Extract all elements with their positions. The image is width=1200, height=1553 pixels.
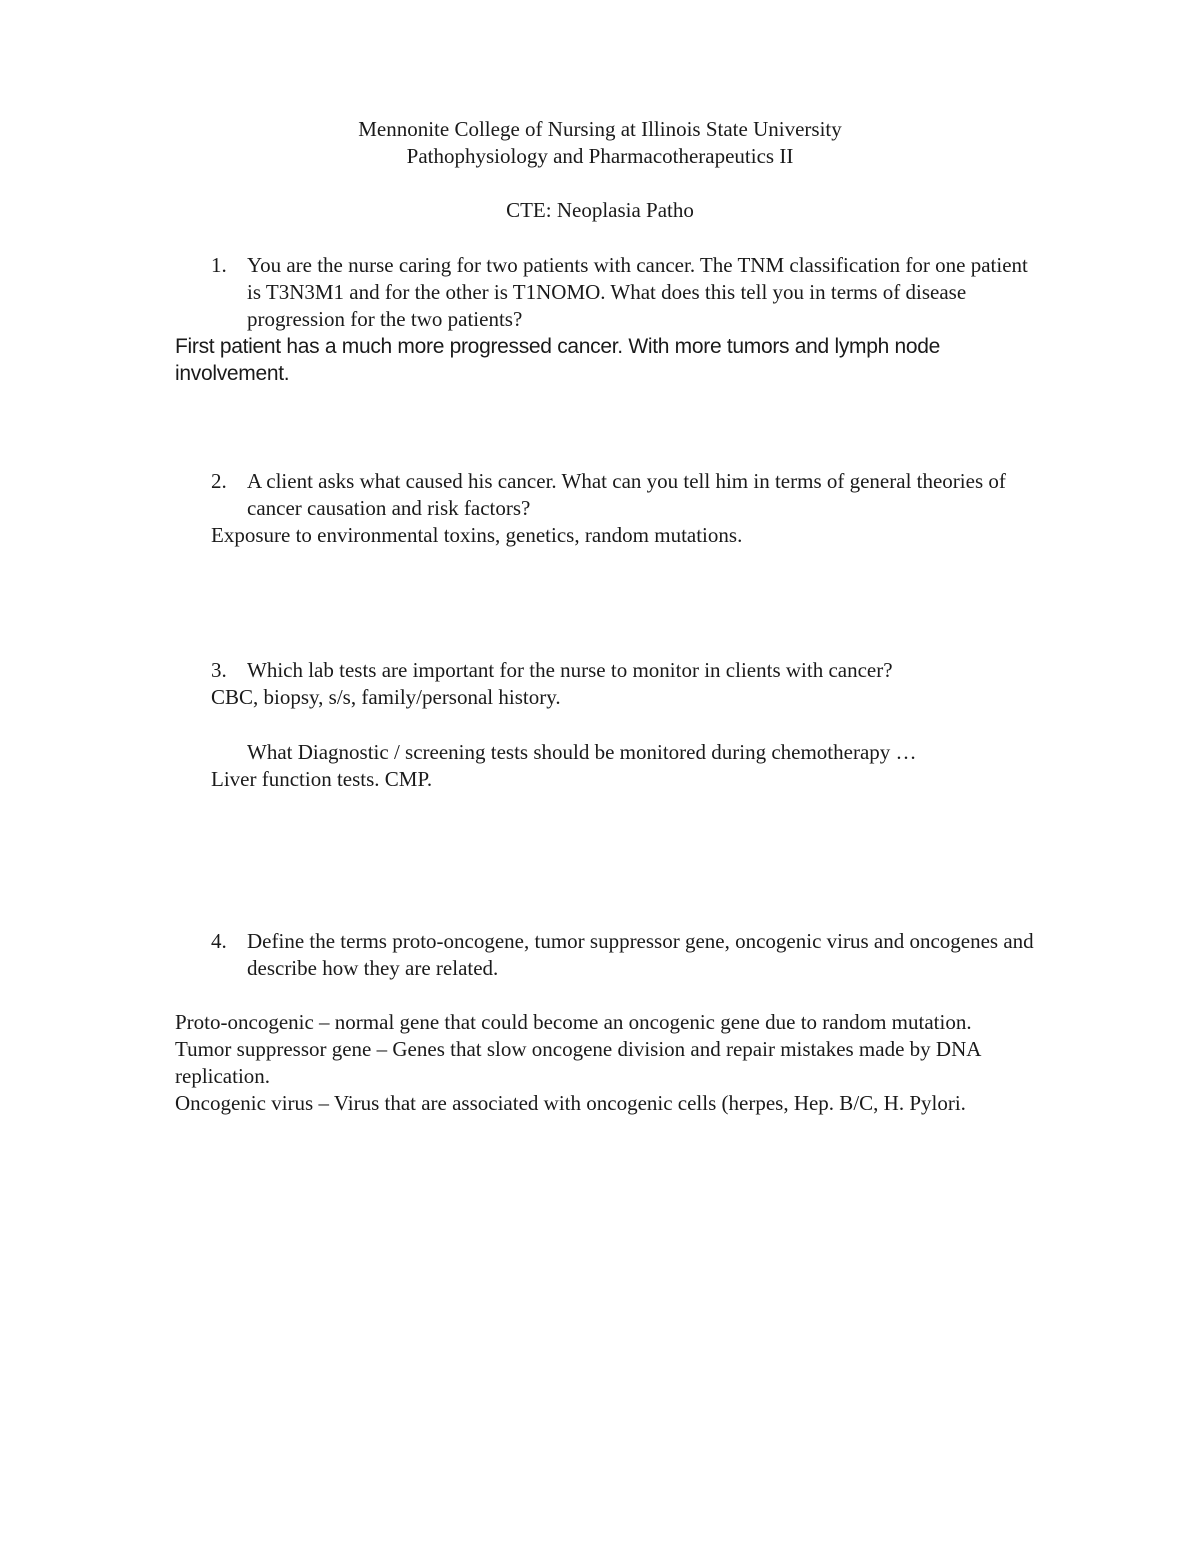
assignment-title: CTE: Neoplasia Patho <box>506 198 694 222</box>
question-2 <box>211 468 1041 522</box>
followup-question-3: What Diagnostic / screening tests should be monitored during chemotherapy … <box>247 740 917 764</box>
question-number: 4. <box>211 929 227 953</box>
question-text: Define the terms proto-oncogene, tumor suppressor gene, oncogenic virus and oncogenes and describe how they are related. <box>247 929 1034 980</box>
question-4 <box>211 928 1041 982</box>
question-number: 1. <box>211 253 227 277</box>
course-title: Pathophysiology and Pharmacotherapeutics II <box>406 144 794 168</box>
question-1 <box>211 252 1041 333</box>
question-text: You are the nurse caring for two patients with cancer. The TNM classification for one patient is T3N3M1 and for the other is T1NOMO. What does this tell you in terms of disease progression for the two patients? <box>247 253 1028 331</box>
college-name: Mennonite College of Nursing at Illinois State University <box>358 117 842 141</box>
definitions <box>175 1009 1035 1117</box>
definition-proto-oncogene: Proto-oncogenic – normal gene that could become an oncogenic gene due to random mutation. <box>175 1010 972 1034</box>
definition-tumor-suppressor: Tumor suppressor gene – Genes that slow oncogene division and repair mistakes made by DNA replication. <box>175 1037 981 1088</box>
answer-3: CBC, biopsy, s/s, family/personal history. <box>211 685 561 709</box>
answer-1: First patient has a much more progressed cancer. With more tumors and lymph node involvement. <box>175 335 941 385</box>
definition-oncogenic-virus: Oncogenic virus – Virus that are associated with oncogenic cells (herpes, Hep. B/C, H. Pylori. <box>175 1091 966 1115</box>
question-text: A client asks what caused his cancer. What can you tell him in terms of general theories of cancer causation and risk factors? <box>247 469 1006 520</box>
followup-answer-3: Liver function tests. CMP. <box>211 767 433 791</box>
document-header <box>0 116 1200 170</box>
question-number: 3. <box>211 658 227 682</box>
question-text: Which lab tests are important for the nurse to monitor in clients with cancer? <box>247 658 893 682</box>
answer-2: Exposure to environmental toxins, genetics, random mutations. <box>211 523 743 547</box>
question-3 <box>211 657 1041 684</box>
question-number: 2. <box>211 469 227 493</box>
